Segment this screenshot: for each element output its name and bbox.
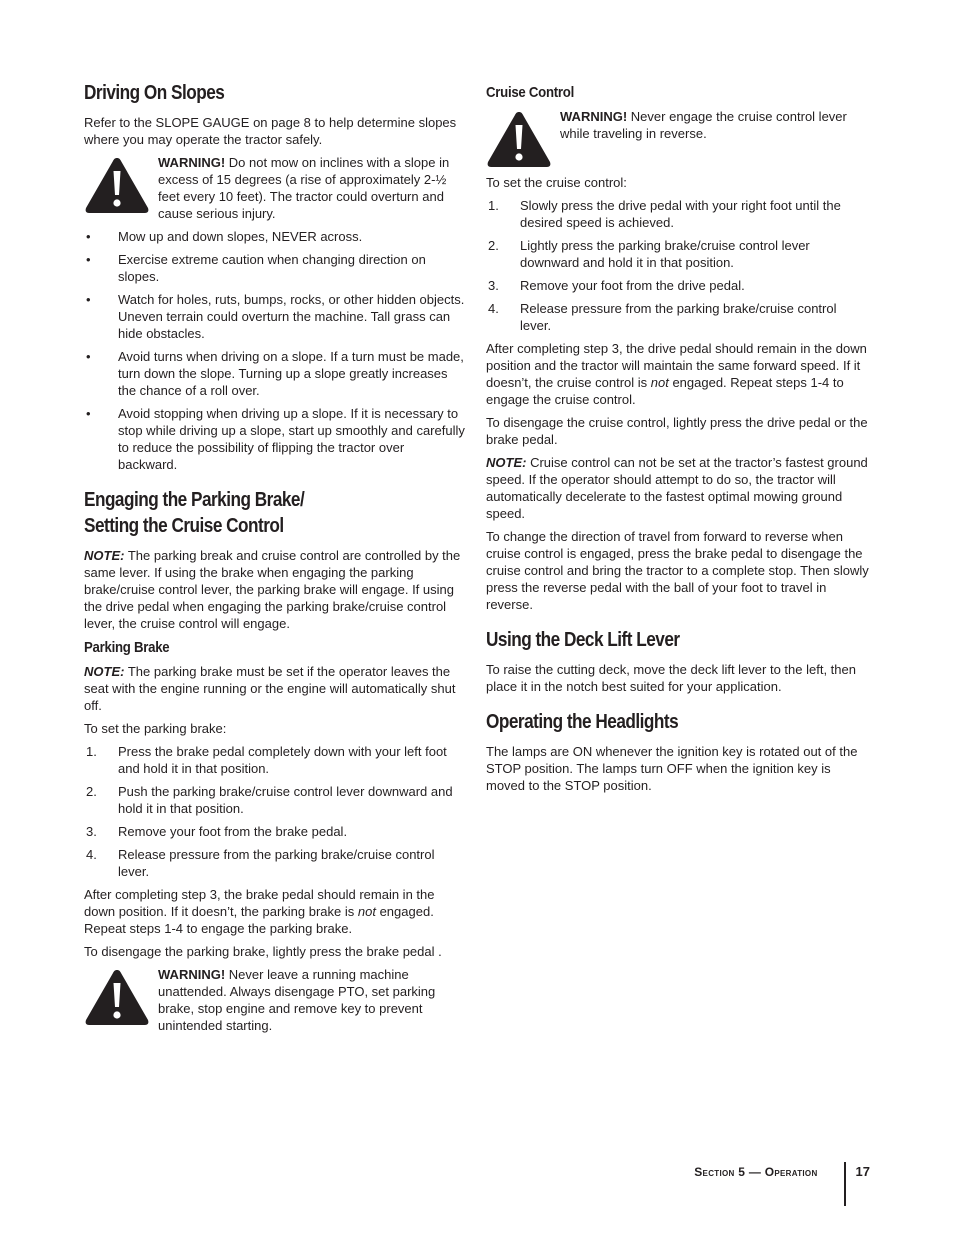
step-number: 2. — [86, 784, 97, 799]
warning-body: Never leave a running machine unattended. Always disengage PTO, set parking brake, stop engine and remove key to prevent unintended starting. — [158, 967, 436, 1033]
list-item-text: Mow up and down slopes, NEVER across. — [118, 229, 363, 244]
text-emphasis: not — [650, 375, 669, 390]
warning-triangle-icon — [84, 156, 150, 214]
step-number: 3. — [488, 278, 499, 293]
list-item-text: Release pressure from the parking brake/cruise control lever. — [118, 847, 435, 879]
bullet-mark: • — [86, 349, 91, 364]
parking-disengage: To disengage the parking brake, lightly press the brake pedal . — [84, 944, 442, 959]
warning-block-unattended — [84, 966, 465, 1034]
list-item — [486, 277, 870, 294]
parking-note — [84, 663, 465, 714]
warning-block-reverse — [486, 108, 870, 168]
step-number: 4. — [488, 301, 499, 316]
warning-label: WARNING! — [158, 967, 226, 982]
list-item-text: Release pressure from the parking brake/cruise control lever. — [520, 301, 837, 333]
slope-safety-list — [84, 228, 465, 473]
list-item-text: Press the brake pedal completely down with your left foot and hold it in that position. — [118, 744, 447, 776]
heading-engaging-parking-brake — [84, 487, 464, 539]
list-item — [84, 228, 465, 245]
note-label: NOTE: — [84, 548, 125, 563]
warning-triangle-icon — [84, 968, 150, 1026]
parking-steps-list — [84, 743, 465, 880]
list-item-text: Watch for holes, ruts, bumps, rocks, or other hidden objects. Uneven terrain could overturn the machine. Tall grass can hide obstacles. — [118, 292, 465, 341]
note-label: NOTE: — [486, 455, 527, 470]
warning-label: WARNING! — [158, 155, 226, 170]
cruise-change-direction: To change the direction of travel from forward to reverse when cruise control is engaged, press the brake pedal to disengage the cruise control and bring the tractor to a complete stop. Then slowly press the reverse pedal with the ball of your foot to travel in reverse. — [486, 529, 869, 612]
step-number: 3. — [86, 824, 97, 839]
step-number: 1. — [86, 744, 97, 759]
note-body: The parking break and cruise control are controlled by the same lever. If using the brake when engaging the parking brake/cruise control lever, the parking brake will engage. If using the drive pedal when engaging the parking brake/cruise control lever, the cruise control will engage. — [84, 548, 461, 631]
cruise-lead: To set the cruise control: — [486, 175, 627, 190]
heading-deck-lift-lever: Using the Deck Lift Lever — [486, 629, 680, 651]
list-item — [84, 783, 465, 817]
heading-headlights: Operating the Headlights — [486, 711, 679, 733]
list-item — [486, 300, 870, 334]
list-item-text: Slowly press the drive pedal with your right foot until the desired speed is achieved. — [520, 198, 841, 230]
cruise-after — [486, 340, 870, 408]
note-label: NOTE: — [84, 664, 125, 679]
note-body: Cruise control can not be set at the tractor’s fastest ground speed. If the operator should attempt to do so, the tractor will automatically decelerate to the fastest optimal mowing ground speed. — [486, 455, 868, 521]
list-item — [84, 405, 465, 473]
list-item-text: Remove your foot from the brake pedal. — [118, 824, 348, 839]
warning-text — [158, 966, 465, 1034]
heading-line: Setting the Cruise Control — [84, 515, 284, 537]
cruise-disengage: To disengage the cruise control, lightly press the drive pedal or the brake pedal. — [486, 415, 868, 447]
left-column — [84, 80, 465, 1040]
list-item-text: Avoid turns when driving on a slope. If a turn must be made, turn down the slope. Turning up a slope greatly increases the chance of a roll over. — [118, 349, 464, 398]
text-emphasis: not — [357, 904, 376, 919]
warning-block-slopes — [84, 154, 465, 222]
step-number: 1. — [488, 198, 499, 213]
parking-lead: To set the parking brake: — [84, 721, 227, 736]
step-number: 2. — [488, 238, 499, 253]
step-number: 4. — [86, 847, 97, 862]
heading-cruise-control: Cruise Control — [486, 84, 574, 101]
list-item — [84, 251, 465, 285]
page-footer — [694, 1162, 870, 1206]
list-item — [486, 197, 870, 231]
heading-line: Engaging the Parking Brake/ — [84, 489, 305, 511]
deck-text: To raise the cutting deck, move the deck lift lever to the left, then place it in the notch best suited for your application. — [486, 662, 856, 694]
warning-label: WARNING! — [560, 109, 628, 124]
bullet-mark: • — [86, 252, 91, 267]
warning-body: Do not mow on inclines with a slope in excess of 15 degrees (a rise of approximately 2-½ feet every 10 feet). The tractor could overturn and cause serious injury. — [158, 155, 450, 221]
list-item — [84, 823, 465, 840]
engaging-note — [84, 547, 465, 632]
text-run: After completing step 3, the brake pedal should remain in the down position. If it doesn’t, the parking brake is — [84, 887, 435, 919]
list-item — [84, 348, 465, 399]
text-run: engaged. Repeat steps 1-4 to engage the cruise control. — [486, 375, 844, 407]
right-column — [486, 80, 870, 800]
text-run: engaged. Repeat steps 1-4 to engage the parking brake. — [84, 904, 434, 936]
bullet-mark: • — [86, 229, 91, 244]
footer-section-label: Section 5 — Operation — [694, 1165, 818, 1179]
list-item-text: Exercise extreme caution when changing direction on slopes. — [118, 252, 426, 284]
list-item — [84, 846, 465, 880]
list-item — [84, 743, 465, 777]
text-run: After completing step 3, the drive pedal should remain in the down position and the tractor will maintain the same forward speed. If it doesn’t, the cruise control is — [486, 341, 867, 390]
list-item-text: Lightly press the parking brake/cruise control lever downward and hold it in that position. — [520, 238, 810, 270]
cruise-note — [486, 454, 870, 522]
headlights-text: The lamps are ON whenever the ignition key is rotated out of the STOP position. The lamps turn OFF when the ignition key is moved to the STOP position. — [486, 744, 858, 793]
bullet-mark: • — [86, 406, 91, 421]
list-item-text: Push the parking brake/cruise control lever downward and hold it in that position. — [118, 784, 453, 816]
parking-after — [84, 886, 465, 937]
warning-text — [158, 154, 465, 222]
page-number: 17 — [855, 1164, 870, 1179]
heading-parking-brake: Parking Brake — [84, 639, 170, 656]
heading-driving-on-slopes: Driving On Slopes — [84, 82, 225, 104]
warning-text — [560, 108, 870, 142]
cruise-steps-list — [486, 197, 870, 334]
list-item — [84, 291, 465, 342]
warning-body: Never engage the cruise control lever while traveling in reverse. — [560, 109, 847, 141]
list-item — [486, 237, 870, 271]
list-item-text: Remove your foot from the drive pedal. — [520, 278, 745, 293]
note-body: The parking brake must be set if the operator leaves the seat with the engine running or the engine will automatically shut off. — [84, 664, 456, 713]
list-item-text: Avoid stopping when driving up a slope. If it is necessary to stop while driving up a slope, start up smoothly and carefully to reduce the possibility of flipping the tractor over backward. — [118, 406, 465, 472]
driving-intro: Refer to the SLOPE GAUGE on page 8 to help determine slopes where you may operate the tractor safely. — [84, 115, 457, 147]
bullet-mark: • — [86, 292, 91, 307]
warning-triangle-icon — [486, 110, 552, 168]
